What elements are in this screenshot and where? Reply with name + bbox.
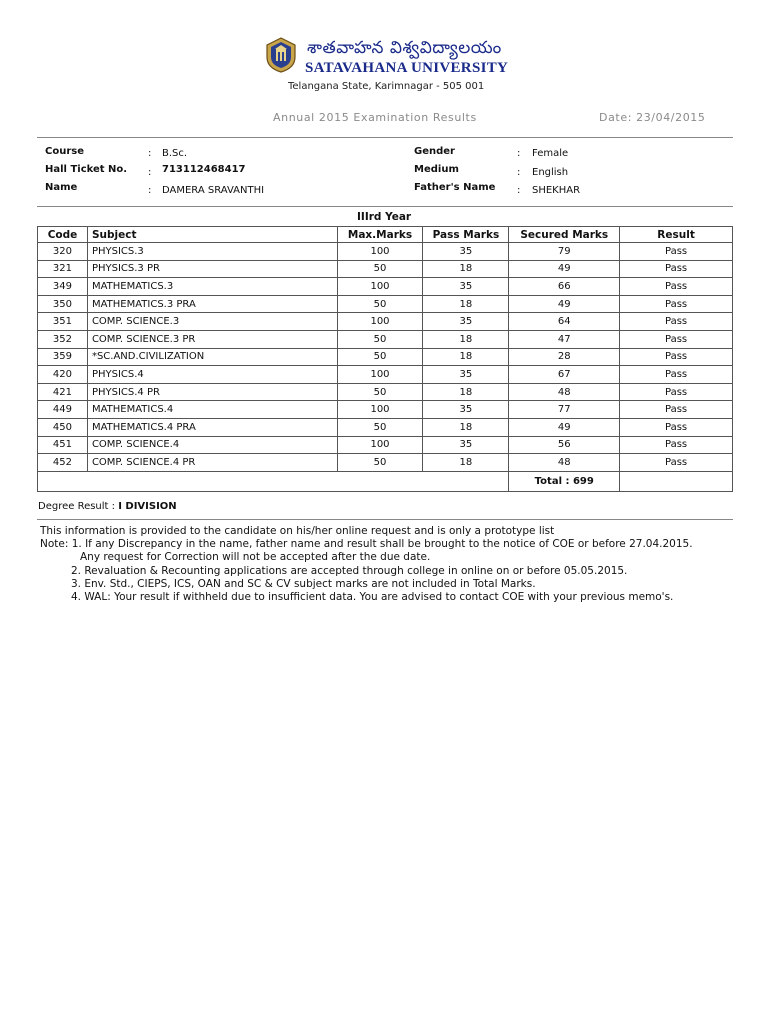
table-row <box>38 330 733 348</box>
colon: : <box>517 148 521 159</box>
total-marks-cell: Total : 699 <box>509 471 620 491</box>
name-value: DAMERA SRAVANTHI <box>162 185 265 196</box>
subject-cell: COMP. SCIENCE.4 <box>87 436 337 454</box>
max-marks-cell: 50 <box>337 330 423 348</box>
subject-cell: *SC.AND.CIVILIZATION <box>87 348 337 366</box>
table-header-row <box>38 227 733 243</box>
max-marks-cell: 100 <box>337 366 423 384</box>
code-cell: 351 <box>38 313 88 331</box>
gender-label: Gender <box>414 146 455 157</box>
degree-result <box>38 501 177 512</box>
code-cell: 452 <box>38 454 88 472</box>
code-cell: 421 <box>38 383 88 401</box>
pass-marks-cell: 18 <box>423 260 509 278</box>
subject-cell: PHYSICS.4 PR <box>87 383 337 401</box>
subject-cell: MATHEMATICS.4 <box>87 401 337 419</box>
column-header-secured-marks: Secured Marks <box>509 227 620 243</box>
code-cell: 451 <box>38 436 88 454</box>
note-line: Any request for Correction will not be accepted after the due date. <box>80 551 431 564</box>
table-row <box>38 260 733 278</box>
code-cell: 349 <box>38 278 88 296</box>
medium-value: English <box>532 167 569 178</box>
university-name-telugu: శాతవాహన విశ్వవిద్యాలయం <box>307 38 502 58</box>
student-info <box>0 0 768 210</box>
max-marks-cell: 50 <box>337 348 423 366</box>
medium-label: Medium <box>414 164 459 175</box>
column-header-code: Code <box>38 227 88 243</box>
column-header-pass-marks: Pass Marks <box>423 227 509 243</box>
note-line: This information is provided to the candidate on his/her online request and is only a prototype list <box>40 525 555 537</box>
pass-marks-cell: 35 <box>423 243 509 261</box>
table-row <box>38 383 733 401</box>
result-cell: Pass <box>620 454 733 472</box>
column-header-max-marks: Max.Marks <box>337 227 423 243</box>
colon: : <box>148 185 152 196</box>
result-cell: Pass <box>620 401 733 419</box>
pass-marks-cell: 35 <box>423 313 509 331</box>
table-row <box>38 278 733 296</box>
notes-block <box>40 525 693 604</box>
subject-cell: PHYSICS.3 <box>87 243 337 261</box>
total-row <box>38 471 733 491</box>
hallticket-label: Hall Ticket No. <box>45 164 128 175</box>
secured-marks-cell: 48 <box>509 383 620 401</box>
secured-marks-cell: 49 <box>509 295 620 313</box>
marks-table <box>37 226 733 492</box>
secured-marks-cell: 56 <box>509 436 620 454</box>
pass-marks-cell: 35 <box>423 401 509 419</box>
hallticket-value: 713112468417 <box>162 164 246 175</box>
max-marks-cell: 100 <box>337 436 423 454</box>
result-cell: Pass <box>620 278 733 296</box>
code-cell: 352 <box>38 330 88 348</box>
table-row <box>38 243 733 261</box>
result-cell: Pass <box>620 348 733 366</box>
colon: : <box>148 148 152 159</box>
pass-marks-cell: 18 <box>423 330 509 348</box>
name-label: Name <box>45 182 78 193</box>
secured-marks-cell: 28 <box>509 348 620 366</box>
table-row <box>38 348 733 366</box>
secured-marks-cell: 79 <box>509 243 620 261</box>
table-row <box>38 436 733 454</box>
result-cell: Pass <box>620 366 733 384</box>
result-cell: Pass <box>620 243 733 261</box>
column-header-subject: Subject <box>87 227 337 243</box>
result-date: Date: 23/04/2015 <box>599 111 706 124</box>
result-cell: Pass <box>620 330 733 348</box>
note-line: Note: 1. If any Discrepancy in the name, father name and result shall be brought to the notice of COE or before 27.04.2015. <box>40 538 693 551</box>
pass-marks-cell: 18 <box>423 454 509 472</box>
year-heading: IIIrd Year <box>357 211 412 223</box>
subject-cell: COMP. SCIENCE.3 PR <box>87 330 337 348</box>
divider <box>37 519 733 520</box>
max-marks-cell: 50 <box>337 418 423 436</box>
max-marks-cell: 100 <box>337 243 423 261</box>
gender-value: Female <box>532 148 569 159</box>
subject-cell: COMP. SCIENCE.4 PR <box>87 454 337 472</box>
degree-result-label: Degree Result : <box>38 501 119 512</box>
secured-marks-cell: 48 <box>509 454 620 472</box>
column-header-result: Result <box>620 227 733 243</box>
pass-marks-cell: 35 <box>423 436 509 454</box>
table-row <box>38 454 733 472</box>
pass-marks-cell: 18 <box>423 295 509 313</box>
result-cell: Pass <box>620 260 733 278</box>
colon: : <box>148 167 152 178</box>
degree-result-value: I DIVISION <box>118 501 177 512</box>
result-cell: Pass <box>620 295 733 313</box>
secured-marks-cell: 47 <box>509 330 620 348</box>
divider <box>37 206 733 207</box>
code-cell: 320 <box>38 243 88 261</box>
pass-marks-cell: 35 <box>423 366 509 384</box>
secured-marks-cell: 64 <box>509 313 620 331</box>
secured-marks-cell: 77 <box>509 401 620 419</box>
code-cell: 350 <box>38 295 88 313</box>
max-marks-cell: 100 <box>337 278 423 296</box>
max-marks-cell: 100 <box>337 401 423 419</box>
table-row <box>38 418 733 436</box>
father-value: SHEKHAR <box>532 185 581 196</box>
result-cell: Pass <box>620 313 733 331</box>
secured-marks-cell: 49 <box>509 260 620 278</box>
subject-cell: MATHEMATICS.4 PRA <box>87 418 337 436</box>
university-name: SATAVAHANA UNIVERSITY <box>305 60 509 76</box>
max-marks-cell: 50 <box>337 383 423 401</box>
secured-marks-cell: 49 <box>509 418 620 436</box>
table-row <box>38 295 733 313</box>
pass-marks-cell: 18 <box>423 383 509 401</box>
pass-marks-cell: 35 <box>423 278 509 296</box>
max-marks-cell: 50 <box>337 295 423 313</box>
result-cell: Pass <box>620 418 733 436</box>
subject-cell: MATHEMATICS.3 PRA <box>87 295 337 313</box>
code-cell: 359 <box>38 348 88 366</box>
code-cell: 450 <box>38 418 88 436</box>
max-marks-cell: 100 <box>337 313 423 331</box>
table-row <box>38 401 733 419</box>
total-empty-cell <box>620 471 733 491</box>
subject-cell: PHYSICS.4 <box>87 366 337 384</box>
secured-marks-cell: 66 <box>509 278 620 296</box>
colon: : <box>517 185 521 196</box>
university-location: Telangana State, Karimnagar - 505 001 <box>288 81 485 92</box>
note-line: 3. Env. Std., CIEPS, ICS, OAN and SC & CV subject marks are not included in Total Marks. <box>71 577 536 590</box>
total-spacer-cell <box>38 471 509 491</box>
course-value: B.Sc. <box>162 148 188 159</box>
result-cell: Pass <box>620 436 733 454</box>
father-label: Father's Name <box>414 182 496 193</box>
pass-marks-cell: 18 <box>423 348 509 366</box>
table-row <box>38 366 733 384</box>
max-marks-cell: 50 <box>337 260 423 278</box>
course-label: Course <box>45 146 84 157</box>
subject-cell: MATHEMATICS.3 <box>87 278 337 296</box>
note-line: 2. Revaluation & Recounting applications are accepted through college in online on or before 05.05.2015. <box>71 564 628 577</box>
max-marks-cell: 50 <box>337 454 423 472</box>
exam-title: Annual 2015 Examination Results <box>273 111 477 124</box>
subject-cell: COMP. SCIENCE.3 <box>87 313 337 331</box>
result-cell: Pass <box>620 383 733 401</box>
code-cell: 321 <box>38 260 88 278</box>
code-cell: 449 <box>38 401 88 419</box>
colon: : <box>517 167 521 178</box>
pass-marks-cell: 18 <box>423 418 509 436</box>
secured-marks-cell: 67 <box>509 366 620 384</box>
table-row <box>38 313 733 331</box>
note-line: 4. WAL: Your result if withheld due to insufficient data. You are advised to contact COE with your previous memo's. <box>71 591 674 604</box>
code-cell: 420 <box>38 366 88 384</box>
subject-cell: PHYSICS.3 PR <box>87 260 337 278</box>
